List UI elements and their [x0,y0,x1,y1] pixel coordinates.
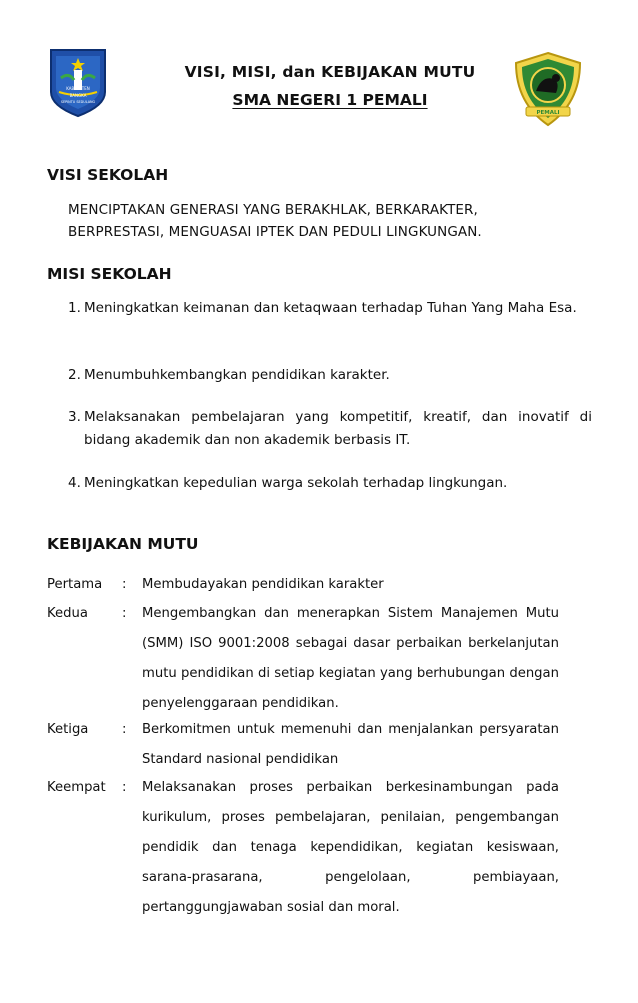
kebijakan-colon: : [122,577,127,592]
logo-text-bottom: SEPINTU SEDULANG [60,100,96,104]
misi-item-number: 1. [68,300,81,316]
kebijakan-colon: : [122,722,127,737]
visi-line-2: BERPRESTASI, MENGUASAI IPTEK DAN PEDULI LINGKUNGAN. [68,224,482,240]
misi-item [68,297,592,320]
kebijakan-text: Berkomitmen untuk memenuhi dan menjalankan persyaratan Standard nasional pendidikan [142,722,559,767]
kabupaten-logo [47,48,109,118]
logo-text-top: KABUPATEN [66,86,90,91]
kebijakan-text: Membudayakan pendidikan karakter [142,577,384,592]
kebijakan-label: Ketiga [47,722,89,737]
kebijakan-row-keempat [47,773,559,923]
misi-item-text: Meningkatkan keimanan dan ketaqwaan terhadap Tuhan Yang Maha Esa. [84,300,577,316]
misi-item [68,364,592,387]
kebijakan-row-kedua [47,599,559,719]
kebijakan-text: Mengembangkan dan menerapkan Sistem Manajemen Mutu (SMM) ISO 9001:2008 sebagai dasar perbaikan berkelanjutan mutu pendidikan di setiap kegiatan yang berhubungan dengan penyelenggaraan pendidikan. [142,606,559,711]
visi-line-1: MENCIPTAKAN GENERASI YANG BERAKHLAK, BERKARAKTER, [68,202,478,218]
misi-item-text: Menumbuhkembangkan pendidikan karakter. [84,367,390,383]
kebijakan-row-ketiga [47,715,559,775]
misi-item [68,406,592,452]
page-title: VISI, MISI, dan KEBIJAKAN MUTU [184,63,476,81]
misi-item-number: 2. [68,367,81,383]
kebijakan-label: Kedua [47,606,88,621]
school-name-text: SMA NEGERI 1 PEMALI [232,91,428,109]
misi-item-number: 4. [68,475,81,491]
school-logo-text: PEMALI [536,110,560,116]
misi-item-text: Meningkatkan kepedulian warga sekolah terhadap lingkungan. [84,475,508,491]
kebijakan-label: Keempat [47,780,106,795]
kebijakan-text: Melaksanakan proses perbaikan berkesinambungan pada kurikulum, proses pembelajaran, penilaian, pengembangan pendidik dan tenaga kependidikan, kegiatan kesiswaan, sarana-prasarana, pengelolaan, pembiayaan, pertanggungjawaban sosial dan moral. [142,780,559,915]
kebijakan-colon: : [122,780,127,795]
misi-item-text: Melaksanakan pembelajaran yang kompetitif, kreatif, dan inovatif di bidang akademik dan non akademik berbasis IT. [84,409,592,448]
kebijakan-heading: KEBIJAKAN MUTU [47,535,199,553]
school-name [120,91,540,109]
misi-item [68,472,592,495]
misi-item-number: 3. [68,409,81,425]
logo-text-mid: BANGKA [69,93,87,98]
visi-heading: VISI SEKOLAH [47,166,169,184]
kebijakan-row-pertama [47,570,559,600]
kebijakan-label: Pertama [47,577,103,592]
school-logo [512,51,584,127]
kebijakan-colon: : [122,606,127,621]
misi-heading: MISI SEKOLAH [47,265,172,283]
